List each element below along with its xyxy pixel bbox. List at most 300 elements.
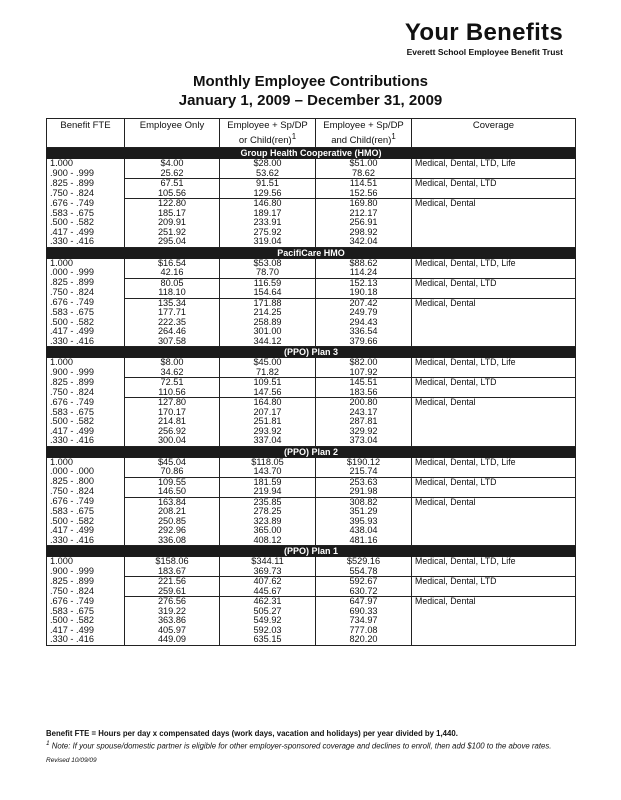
emp-sp-and-child-cell: 647.97 xyxy=(316,597,412,607)
employee-only-cell: $4.00 xyxy=(125,159,220,169)
coverage-cell: Medical, Dental, LTD, Life xyxy=(412,159,576,169)
fte-cell: .500 - .582 xyxy=(47,517,125,527)
employee-only-cell: $158.06 xyxy=(125,557,220,567)
fte-cell: .825 - .899 xyxy=(47,179,125,189)
table-row xyxy=(47,587,576,597)
employee-only-cell: 221.56 xyxy=(125,577,220,587)
employee-only-cell: 146.50 xyxy=(125,487,220,497)
employee-only-cell: 363.86 xyxy=(125,616,220,626)
coverage-cell xyxy=(412,318,576,328)
employee-only-cell: 70.86 xyxy=(125,467,220,477)
employee-only-cell: 185.17 xyxy=(125,209,220,219)
emp-sp-and-child-cell: 253.63 xyxy=(316,477,412,487)
fte-cell: .330 - .416 xyxy=(47,536,125,546)
fte-cell: .000 - .000 xyxy=(47,467,125,477)
table-row xyxy=(47,497,576,507)
emp-sp-or-child-cell: 462.31 xyxy=(220,597,316,607)
fte-cell: .583 - .675 xyxy=(47,308,125,318)
fte-cell: .676 - .749 xyxy=(47,497,125,507)
emp-sp-and-child-cell: 152.56 xyxy=(316,189,412,199)
coverage-cell xyxy=(412,368,576,378)
employee-only-cell: 80.05 xyxy=(125,278,220,288)
emp-sp-or-child-cell: 214.25 xyxy=(220,308,316,318)
fte-cell: .825 - .899 xyxy=(47,378,125,388)
table-row xyxy=(47,308,576,318)
table-row xyxy=(47,607,576,617)
coverage-cell xyxy=(412,487,576,497)
employee-only-cell: 67.51 xyxy=(125,179,220,189)
fte-cell: 1.000 xyxy=(47,258,125,268)
col-header-emp-sp-and-child xyxy=(316,119,412,148)
coverage-cell xyxy=(412,436,576,446)
emp-sp-or-child-cell: 53.62 xyxy=(220,169,316,179)
table-row xyxy=(47,368,576,378)
fte-definition: Benefit FTE = Hours per day x compensated days (work days, vacation and holidays) per year divided by 1,440. xyxy=(46,729,458,738)
table-row xyxy=(47,635,576,645)
emp-sp-and-child-cell: 107.92 xyxy=(316,368,412,378)
table-row xyxy=(47,436,576,446)
emp-sp-and-child-cell: 481.16 xyxy=(316,536,412,546)
emp-sp-and-child-cell: 287.81 xyxy=(316,417,412,427)
coverage-cell: Medical, Dental, LTD, Life xyxy=(412,457,576,467)
coverage-cell xyxy=(412,467,576,477)
employee-only-cell: 256.92 xyxy=(125,427,220,437)
fte-cell: 1.000 xyxy=(47,557,125,567)
fte-cell: .900 - .999 xyxy=(47,169,125,179)
coverage-cell xyxy=(412,327,576,337)
emp-sp-or-child-cell: 407.62 xyxy=(220,577,316,587)
table-row xyxy=(47,288,576,298)
table-row xyxy=(47,398,576,408)
emp-sp-and-child-cell: 152.13 xyxy=(316,278,412,288)
employee-only-cell: 214.81 xyxy=(125,417,220,427)
coverage-cell xyxy=(412,189,576,199)
fte-cell: .676 - .749 xyxy=(47,298,125,308)
emp-sp-or-child-cell: 181.59 xyxy=(220,477,316,487)
employee-only-cell: 307.58 xyxy=(125,337,220,347)
coverage-cell xyxy=(412,587,576,597)
coverage-cell: Medical, Dental, LTD, Life xyxy=(412,557,576,567)
employee-only-cell: 105.56 xyxy=(125,189,220,199)
emp-sp-or-child-cell: $53.08 xyxy=(220,258,316,268)
emp-sp-or-child-cell: 116.59 xyxy=(220,278,316,288)
emp-sp-and-child-cell: 212.17 xyxy=(316,209,412,219)
fte-cell: .500 - .582 xyxy=(47,318,125,328)
employee-only-cell: 163.84 xyxy=(125,497,220,507)
fte-cell: 1.000 xyxy=(47,457,125,467)
table-row xyxy=(47,517,576,527)
revised-date: Revised 10/09/09 xyxy=(46,756,97,764)
coverage-cell xyxy=(412,536,576,546)
table-row xyxy=(47,427,576,437)
emp-sp-and-child-cell: 690.33 xyxy=(316,607,412,617)
coverage-cell: Medical, Dental xyxy=(412,597,576,607)
fte-cell: .583 - .675 xyxy=(47,607,125,617)
employee-only-cell: 25.62 xyxy=(125,169,220,179)
employee-only-cell: 34.62 xyxy=(125,368,220,378)
coverage-cell xyxy=(412,237,576,247)
coverage-cell xyxy=(412,567,576,577)
coverage-cell xyxy=(412,626,576,636)
table-row xyxy=(47,358,576,368)
emp-sp-and-child-cell: 630.72 xyxy=(316,587,412,597)
emp-sp-or-child-cell: 143.70 xyxy=(220,467,316,477)
employee-only-cell: $16.54 xyxy=(125,258,220,268)
fte-cell: .676 - .749 xyxy=(47,199,125,209)
table-body xyxy=(47,148,576,646)
coverage-cell xyxy=(412,427,576,437)
brand-title: Your Benefits xyxy=(404,19,563,46)
emp-sp-and-child-cell: 329.92 xyxy=(316,427,412,437)
emp-sp-or-child-cell: $344.11 xyxy=(220,557,316,567)
emp-sp-and-child-cell: 145.51 xyxy=(316,378,412,388)
fte-cell: .583 - .675 xyxy=(47,209,125,219)
employee-only-cell: 127.80 xyxy=(125,398,220,408)
table-row xyxy=(47,169,576,179)
footnotes xyxy=(46,729,586,766)
table-row xyxy=(47,526,576,536)
emp-sp-and-child-cell: 256.91 xyxy=(316,218,412,228)
plan-section-header xyxy=(47,347,576,358)
emp-sp-or-child-cell: 319.04 xyxy=(220,237,316,247)
employee-only-cell: 209.91 xyxy=(125,218,220,228)
emp-sp-and-child-cell: 342.04 xyxy=(316,237,412,247)
emp-sp-or-child-cell: 78.70 xyxy=(220,268,316,278)
table-row xyxy=(47,577,576,587)
plan-section-header xyxy=(47,446,576,457)
fte-cell: .750 - .824 xyxy=(47,189,125,199)
col-header-coverage: Coverage xyxy=(412,119,576,148)
table-row xyxy=(47,616,576,626)
fte-cell: .330 - .416 xyxy=(47,337,125,347)
emp-sp-or-child-cell: $118.05 xyxy=(220,457,316,467)
fte-cell: .500 - .582 xyxy=(47,218,125,228)
fte-cell: .676 - .749 xyxy=(47,597,125,607)
coverage-cell: Medical, Dental, LTD xyxy=(412,477,576,487)
employee-only-cell: 319.22 xyxy=(125,607,220,617)
table-row xyxy=(47,189,576,199)
fte-cell: .750 - .824 xyxy=(47,487,125,497)
coverage-cell xyxy=(412,635,576,645)
table-row xyxy=(47,597,576,607)
employee-only-cell: 222.35 xyxy=(125,318,220,328)
table-row xyxy=(47,557,576,567)
emp-sp-and-child-cell: 243.17 xyxy=(316,408,412,418)
table-row xyxy=(47,199,576,209)
col-header-footnote-marker: 1 xyxy=(291,132,297,141)
emp-sp-and-child-cell: $51.00 xyxy=(316,159,412,169)
title-line-1: Monthly Employee Contributions xyxy=(193,73,428,90)
employee-only-cell: 250.85 xyxy=(125,517,220,527)
emp-sp-or-child-cell: 219.94 xyxy=(220,487,316,497)
fte-cell: .417 - .499 xyxy=(47,526,125,536)
fte-cell: .900 - .999 xyxy=(47,567,125,577)
table-row xyxy=(47,408,576,418)
plan-section-header xyxy=(47,247,576,258)
emp-sp-or-child-cell: 207.17 xyxy=(220,408,316,418)
employee-only-cell: 135.34 xyxy=(125,298,220,308)
emp-sp-or-child-cell: 146.80 xyxy=(220,199,316,209)
employee-only-cell: 449.09 xyxy=(125,635,220,645)
table-row xyxy=(47,507,576,517)
emp-sp-or-child-cell: 251.81 xyxy=(220,417,316,427)
coverage-cell xyxy=(412,308,576,318)
spouse-note-text: Note: If your spouse/domestic partner is eligible for other employer-sponsored coverage and declines to enroll, then add $100 to the above rates. xyxy=(51,741,552,751)
table-row xyxy=(47,179,576,189)
employee-only-cell: 295.04 xyxy=(125,237,220,247)
employee-only-cell: 170.17 xyxy=(125,408,220,418)
table-row xyxy=(47,318,576,328)
coverage-cell: Medical, Dental xyxy=(412,398,576,408)
coverage-cell xyxy=(412,517,576,527)
fte-cell: .676 - .749 xyxy=(47,398,125,408)
coverage-cell xyxy=(412,417,576,427)
table-row xyxy=(47,477,576,487)
table-row xyxy=(47,467,576,477)
table-row xyxy=(47,159,576,169)
emp-sp-and-child-cell: 308.82 xyxy=(316,497,412,507)
emp-sp-or-child-cell: 635.15 xyxy=(220,635,316,645)
employee-only-cell: $45.04 xyxy=(125,457,220,467)
table-row xyxy=(47,536,576,546)
emp-sp-and-child-cell: 114.51 xyxy=(316,179,412,189)
spouse-note xyxy=(46,739,586,752)
emp-sp-and-child-cell: 734.97 xyxy=(316,616,412,626)
table-row xyxy=(47,457,576,467)
emp-sp-or-child-cell: 129.56 xyxy=(220,189,316,199)
emp-sp-or-child-cell: 258.89 xyxy=(220,318,316,328)
fte-cell: .825 - .899 xyxy=(47,278,125,288)
col-header-emp-sp-and-child-text: Employee + Sp/DP and Child(ren) xyxy=(323,120,404,147)
fte-cell: .900 - .999 xyxy=(47,368,125,378)
fte-cell: 1.000 xyxy=(47,358,125,368)
emp-sp-and-child-cell: 190.18 xyxy=(316,288,412,298)
employee-only-cell: $8.00 xyxy=(125,358,220,368)
emp-sp-or-child-cell: 301.00 xyxy=(220,327,316,337)
employee-only-cell: 276.56 xyxy=(125,597,220,607)
fte-cell: .750 - .824 xyxy=(47,587,125,597)
employee-only-cell: 122.80 xyxy=(125,199,220,209)
emp-sp-and-child-cell: 215.74 xyxy=(316,467,412,477)
table-row xyxy=(47,487,576,497)
coverage-cell xyxy=(412,337,576,347)
emp-sp-or-child-cell: 549.92 xyxy=(220,616,316,626)
plan-name: Group Health Cooperative (HMO) xyxy=(47,148,576,159)
plan-name: (PPO) Plan 3 xyxy=(47,347,576,358)
emp-sp-and-child-cell: $529.16 xyxy=(316,557,412,567)
emp-sp-or-child-cell: 278.25 xyxy=(220,507,316,517)
fte-cell: .417 - .499 xyxy=(47,427,125,437)
emp-sp-or-child-cell: 235.85 xyxy=(220,497,316,507)
employee-only-cell: 110.56 xyxy=(125,388,220,398)
emp-sp-or-child-cell: 344.12 xyxy=(220,337,316,347)
emp-sp-or-child-cell: 323.89 xyxy=(220,517,316,527)
coverage-cell xyxy=(412,288,576,298)
col-header-employee-only: Employee Only xyxy=(125,119,220,148)
coverage-cell xyxy=(412,408,576,418)
coverage-cell: Medical, Dental, LTD xyxy=(412,577,576,587)
emp-sp-or-child-cell: 293.92 xyxy=(220,427,316,437)
contributions-table xyxy=(46,118,576,646)
table-row xyxy=(47,417,576,427)
emp-sp-or-child-cell: 171.88 xyxy=(220,298,316,308)
table-row xyxy=(47,268,576,278)
coverage-cell: Medical, Dental xyxy=(412,199,576,209)
emp-sp-and-child-cell: 379.66 xyxy=(316,337,412,347)
table-row xyxy=(47,237,576,247)
emp-sp-and-child-cell: 373.04 xyxy=(316,436,412,446)
coverage-cell: Medical, Dental, LTD xyxy=(412,179,576,189)
fte-cell: .000 - .999 xyxy=(47,268,125,278)
table-row xyxy=(47,567,576,577)
coverage-cell xyxy=(412,268,576,278)
emp-sp-or-child-cell: 505.27 xyxy=(220,607,316,617)
coverage-cell: Medical, Dental, LTD, Life xyxy=(412,258,576,268)
emp-sp-and-child-cell: 78.62 xyxy=(316,169,412,179)
note-marker: 1 xyxy=(46,740,50,747)
fte-cell: .330 - .416 xyxy=(47,237,125,247)
emp-sp-and-child-cell: 183.56 xyxy=(316,388,412,398)
col-header-fte: Benefit FTE xyxy=(47,119,125,148)
coverage-cell: Medical, Dental xyxy=(412,298,576,308)
fte-cell: .500 - .582 xyxy=(47,616,125,626)
emp-sp-or-child-cell: 275.92 xyxy=(220,228,316,238)
plan-name: PacifiCare HMO xyxy=(47,247,576,258)
fte-cell: .825 - .800 xyxy=(47,477,125,487)
employee-only-cell: 42.16 xyxy=(125,268,220,278)
emp-sp-or-child-cell: 592.03 xyxy=(220,626,316,636)
emp-sp-or-child-cell: 445.67 xyxy=(220,587,316,597)
coverage-cell xyxy=(412,169,576,179)
coverage-cell xyxy=(412,616,576,626)
table-row xyxy=(47,327,576,337)
title-line-2: January 1, 2009 – December 31, 2009 xyxy=(178,92,443,109)
employee-only-cell: 183.67 xyxy=(125,567,220,577)
emp-sp-or-child-cell: 189.17 xyxy=(220,209,316,219)
plan-section-header xyxy=(47,546,576,557)
emp-sp-and-child-cell: 249.79 xyxy=(316,308,412,318)
fte-cell: .583 - .675 xyxy=(47,408,125,418)
emp-sp-and-child-cell: 294.43 xyxy=(316,318,412,328)
coverage-cell xyxy=(412,526,576,536)
employee-only-cell: 300.04 xyxy=(125,436,220,446)
table-row xyxy=(47,278,576,288)
table-row xyxy=(47,298,576,308)
employee-only-cell: 251.92 xyxy=(125,228,220,238)
emp-sp-and-child-cell: 395.93 xyxy=(316,517,412,527)
emp-sp-and-child-cell: 438.04 xyxy=(316,526,412,536)
brand-subtitle: Everett School Employee Benefit Trust xyxy=(406,47,563,57)
fte-cell: .417 - .499 xyxy=(47,327,125,337)
employee-only-cell: 118.10 xyxy=(125,288,220,298)
emp-sp-and-child-cell: 820.20 xyxy=(316,635,412,645)
table-row xyxy=(47,209,576,219)
emp-sp-and-child-cell: 592.67 xyxy=(316,577,412,587)
coverage-cell xyxy=(412,388,576,398)
emp-sp-and-child-cell: $190.12 xyxy=(316,457,412,467)
emp-sp-or-child-cell: 71.82 xyxy=(220,368,316,378)
emp-sp-or-child-cell: 164.80 xyxy=(220,398,316,408)
document-title xyxy=(0,73,621,110)
coverage-cell: Medical, Dental, LTD, Life xyxy=(412,358,576,368)
plan-name: (PPO) Plan 2 xyxy=(47,446,576,457)
fte-cell: .330 - .416 xyxy=(47,635,125,645)
employee-only-cell: 292.96 xyxy=(125,526,220,536)
emp-sp-or-child-cell: $28.00 xyxy=(220,159,316,169)
emp-sp-and-child-cell: 114.24 xyxy=(316,268,412,278)
employee-only-cell: 264.46 xyxy=(125,327,220,337)
emp-sp-or-child-cell: 337.04 xyxy=(220,436,316,446)
employee-only-cell: 259.61 xyxy=(125,587,220,597)
fte-cell: .750 - .824 xyxy=(47,288,125,298)
emp-sp-or-child-cell: 365.00 xyxy=(220,526,316,536)
fte-cell: .500 - .582 xyxy=(47,417,125,427)
table-row xyxy=(47,388,576,398)
emp-sp-or-child-cell: 408.12 xyxy=(220,536,316,546)
employee-only-cell: 208.21 xyxy=(125,507,220,517)
employee-only-cell: 177.71 xyxy=(125,308,220,318)
emp-sp-and-child-cell: 291.98 xyxy=(316,487,412,497)
coverage-cell xyxy=(412,507,576,517)
emp-sp-or-child-cell: 147.56 xyxy=(220,388,316,398)
coverage-cell xyxy=(412,209,576,219)
table-row xyxy=(47,337,576,347)
plan-section-header xyxy=(47,148,576,159)
coverage-cell: Medical, Dental, LTD xyxy=(412,378,576,388)
emp-sp-and-child-cell: 298.92 xyxy=(316,228,412,238)
coverage-cell xyxy=(412,228,576,238)
emp-sp-and-child-cell: 169.80 xyxy=(316,199,412,209)
table-row xyxy=(47,626,576,636)
fte-cell: .330 - .416 xyxy=(47,436,125,446)
emp-sp-or-child-cell: 369.73 xyxy=(220,567,316,577)
fte-cell: .583 - .675 xyxy=(47,507,125,517)
emp-sp-or-child-cell: 91.51 xyxy=(220,179,316,189)
employee-only-cell: 336.08 xyxy=(125,536,220,546)
fte-cell: .750 - .824 xyxy=(47,388,125,398)
brand-header xyxy=(405,20,563,57)
table-row xyxy=(47,378,576,388)
emp-sp-and-child-cell: 777.08 xyxy=(316,626,412,636)
table-row xyxy=(47,258,576,268)
fte-cell: .417 - .499 xyxy=(47,626,125,636)
emp-sp-and-child-cell: 351.29 xyxy=(316,507,412,517)
coverage-cell xyxy=(412,607,576,617)
emp-sp-or-child-cell: 233.91 xyxy=(220,218,316,228)
emp-sp-and-child-cell: 207.42 xyxy=(316,298,412,308)
emp-sp-and-child-cell: $88.62 xyxy=(316,258,412,268)
plan-name: (PPO) Plan 1 xyxy=(47,546,576,557)
emp-sp-or-child-cell: $45.00 xyxy=(220,358,316,368)
employee-only-cell: 405.97 xyxy=(125,626,220,636)
table-row xyxy=(47,228,576,238)
coverage-cell: Medical, Dental xyxy=(412,497,576,507)
col-header-emp-sp-or-child xyxy=(220,119,316,148)
col-header-emp-sp-or-child-text: Employee + Sp/DP or Child(ren) xyxy=(227,120,308,147)
emp-sp-and-child-cell: 554.78 xyxy=(316,567,412,577)
coverage-cell xyxy=(412,218,576,228)
emp-sp-or-child-cell: 109.51 xyxy=(220,378,316,388)
emp-sp-and-child-cell: 200.80 xyxy=(316,398,412,408)
fte-cell: .825 - .899 xyxy=(47,577,125,587)
coverage-cell: Medical, Dental, LTD xyxy=(412,278,576,288)
fte-cell: 1.000 xyxy=(47,159,125,169)
employee-only-cell: 72.51 xyxy=(125,378,220,388)
col-header-footnote-marker: 1 xyxy=(391,132,396,141)
emp-sp-and-child-cell: 336.54 xyxy=(316,327,412,337)
table-header-row xyxy=(47,119,576,148)
employee-only-cell: 109.55 xyxy=(125,477,220,487)
